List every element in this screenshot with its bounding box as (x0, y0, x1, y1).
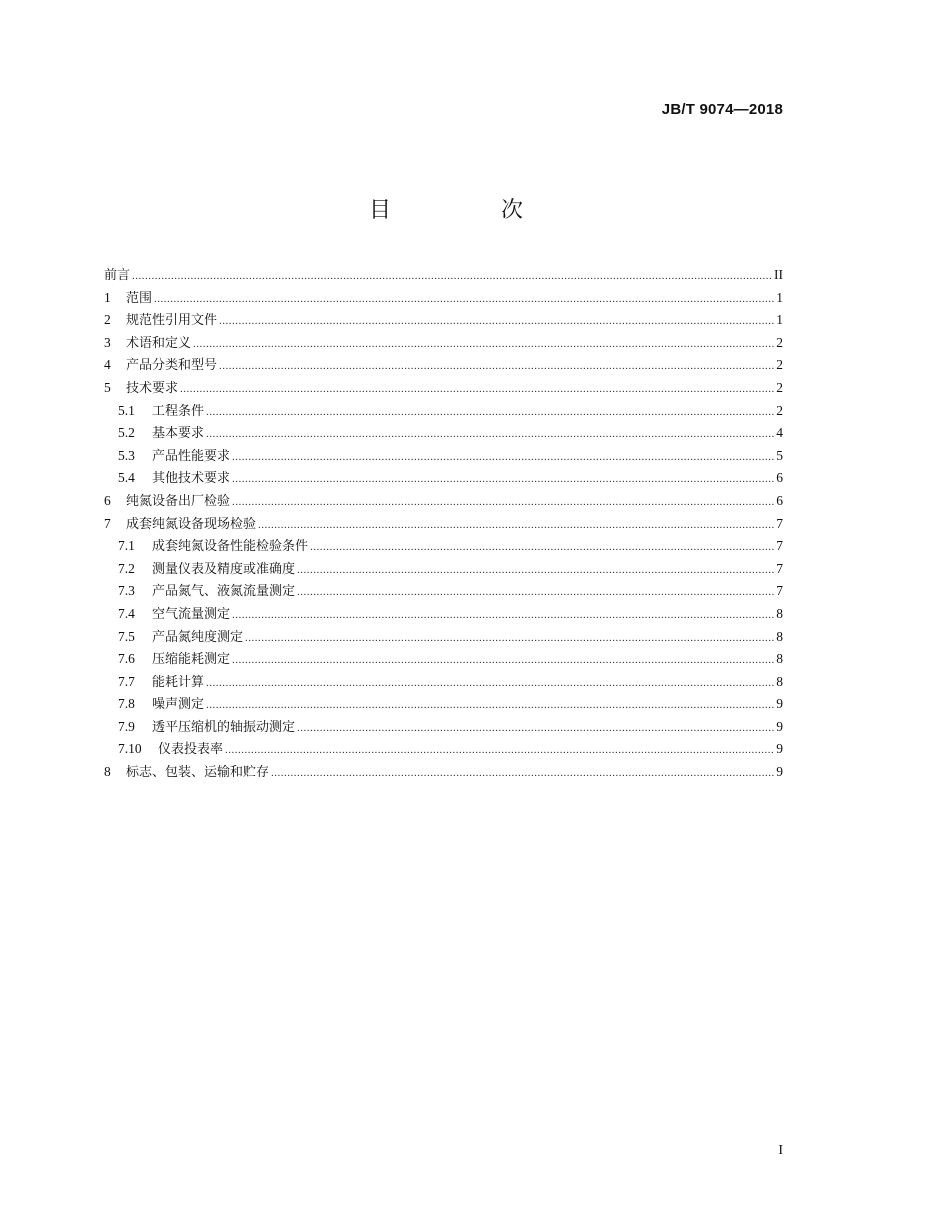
toc-entry-page: 7 (776, 560, 783, 576)
toc-entry-page: 2 (776, 402, 783, 418)
toc-entry-title: 产品性能要求 (152, 448, 231, 464)
toc-entry-title: 规范性引用文件 (126, 313, 218, 329)
toc-entry[interactable] (104, 761, 783, 784)
toc-dot-leader (232, 491, 775, 514)
toc-entry-title: 其他技术要求 (152, 471, 231, 487)
toc-dot-leader (132, 265, 773, 288)
toc-entry-title: 前言 (104, 268, 131, 283)
toc-entry-page: 8 (776, 651, 783, 667)
toc-entry-number: 2 (104, 312, 111, 328)
toc-entry-page: 9 (776, 696, 783, 712)
toc-dot-leader (232, 604, 775, 627)
table-of-contents (104, 264, 783, 784)
toc-entry-title: 成套纯氮设备现场检验 (126, 516, 257, 532)
toc-entry-number: 7.5 (118, 628, 135, 644)
toc-entry-number: 7.8 (118, 696, 135, 712)
toc-entry-number: 5.1 (118, 402, 135, 418)
toc-entry[interactable] (104, 580, 783, 603)
toc-dot-leader (154, 288, 775, 311)
toc-dot-leader (297, 559, 775, 582)
toc-entry[interactable] (104, 671, 783, 694)
toc-entry[interactable] (104, 490, 783, 513)
toc-entry[interactable] (104, 287, 783, 310)
toc-entry-title: 压缩能耗测定 (152, 652, 231, 668)
toc-entry-number: 3 (104, 334, 111, 350)
toc-entry[interactable] (104, 603, 783, 626)
toc-entry-number: 5.3 (118, 447, 135, 463)
toc-entry-number: 7.9 (118, 718, 135, 734)
toc-entry-number: 6 (104, 492, 111, 508)
toc-entry[interactable] (104, 354, 783, 377)
toc-dot-leader (225, 739, 775, 762)
toc-entry-page: 5 (776, 447, 783, 463)
toc-entry-page: 7 (776, 583, 783, 599)
toc-entry-number: 7.4 (118, 605, 135, 621)
toc-entry[interactable] (104, 309, 783, 332)
toc-entry-title: 成套纯氮设备性能检验条件 (152, 539, 309, 555)
toc-entry[interactable] (104, 377, 783, 400)
toc-entry[interactable] (104, 513, 783, 536)
toc-entry-page: 1 (776, 312, 783, 328)
toc-entry-title: 产品氮纯度测定 (152, 629, 244, 645)
toc-dot-leader (271, 762, 775, 785)
toc-entry-page: 2 (776, 357, 783, 373)
toc-entry-page: 1 (776, 289, 783, 305)
toc-entry[interactable] (104, 738, 783, 761)
toc-entry-page: 6 (776, 492, 783, 508)
toc-dot-leader (206, 423, 775, 446)
toc-entry-title: 工程条件 (152, 403, 205, 419)
toc-entry-page: 8 (776, 673, 783, 689)
toc-entry-title: 产品氮气、液氮流量测定 (152, 584, 296, 600)
toc-entry-number: 1 (104, 289, 111, 305)
toc-dot-leader (219, 355, 775, 378)
toc-entry-page: 9 (776, 764, 783, 780)
toc-entry-page: 7 (776, 538, 783, 554)
toc-entry-title: 纯氮设备出厂检验 (126, 493, 231, 509)
toc-entry[interactable] (104, 693, 783, 716)
toc-entry-number: 5.4 (118, 470, 135, 486)
toc-dot-leader (258, 514, 775, 537)
toc-entry-number: 4 (104, 357, 111, 373)
toc-entry[interactable] (104, 264, 783, 287)
toc-entry-number: 7.10 (118, 741, 142, 757)
toc-dot-leader (180, 378, 775, 401)
toc-entry-title: 能耗计算 (152, 674, 205, 690)
standard-code: JB/T 9074—2018 (661, 101, 783, 118)
toc-entry-number: 5.2 (118, 425, 135, 441)
toc-entry-page: 6 (776, 470, 783, 486)
toc-entry-title: 仪表投表率 (158, 742, 224, 758)
page-number: I (778, 1143, 783, 1158)
toc-entry[interactable] (104, 558, 783, 581)
toc-entry[interactable] (104, 422, 783, 445)
toc-entry-title: 基本要求 (152, 426, 205, 442)
toc-entry-number: 7.6 (118, 651, 135, 667)
toc-dot-leader (232, 446, 775, 469)
toc-entry[interactable] (104, 467, 783, 490)
toc-entry[interactable] (104, 626, 783, 649)
toc-dot-leader (297, 717, 775, 740)
toc-dot-leader (219, 310, 775, 333)
toc-entry-number: 7 (104, 515, 111, 531)
toc-entry-title: 标志、包装、运输和贮存 (126, 765, 270, 781)
toc-dot-leader (232, 468, 775, 491)
toc-entry[interactable] (104, 716, 783, 739)
toc-entry-title: 测量仪表及精度或准确度 (152, 561, 296, 577)
toc-entry-page: 8 (776, 605, 783, 621)
page-title: 目 次 (368, 198, 567, 223)
toc-entry-number: 7.1 (118, 538, 135, 554)
toc-entry-page: 2 (776, 334, 783, 350)
toc-entry-number: 7.7 (118, 673, 135, 689)
toc-entry-number: 7.2 (118, 560, 135, 576)
toc-entry-title: 术语和定义 (126, 335, 192, 351)
toc-entry-title: 噪声测定 (152, 697, 205, 713)
toc-entry-page: 4 (776, 425, 783, 441)
toc-entry-title: 透平压缩机的轴振动测定 (152, 719, 296, 735)
toc-entry-title: 产品分类和型号 (126, 358, 218, 374)
toc-dot-leader (310, 536, 775, 559)
toc-entry[interactable] (104, 535, 783, 558)
toc-entry-number: 8 (104, 764, 111, 780)
toc-entry-title: 空气流量测定 (152, 606, 231, 622)
toc-entry-title: 技术要求 (126, 380, 179, 396)
toc-dot-leader (206, 401, 775, 424)
toc-entry-title: 范围 (126, 290, 153, 306)
toc-entry[interactable] (104, 445, 783, 468)
toc-entry[interactable] (104, 400, 783, 423)
toc-entry-number: 7.3 (118, 583, 135, 599)
toc-dot-leader (206, 672, 775, 695)
toc-dot-leader (206, 694, 775, 717)
toc-entry-page: 7 (776, 515, 783, 531)
toc-entry-page: 9 (776, 741, 783, 757)
toc-dot-leader (232, 649, 775, 672)
toc-dot-leader (297, 581, 775, 604)
toc-entry-page: 2 (776, 379, 783, 395)
toc-entry-page: 9 (776, 718, 783, 734)
toc-dot-leader (245, 627, 775, 650)
toc-dot-leader (193, 333, 775, 356)
toc-entry[interactable] (104, 332, 783, 355)
toc-entry-page: 8 (776, 628, 783, 644)
toc-entry-page: II (774, 267, 783, 282)
toc-entry[interactable] (104, 648, 783, 671)
toc-entry-number: 5 (104, 379, 111, 395)
